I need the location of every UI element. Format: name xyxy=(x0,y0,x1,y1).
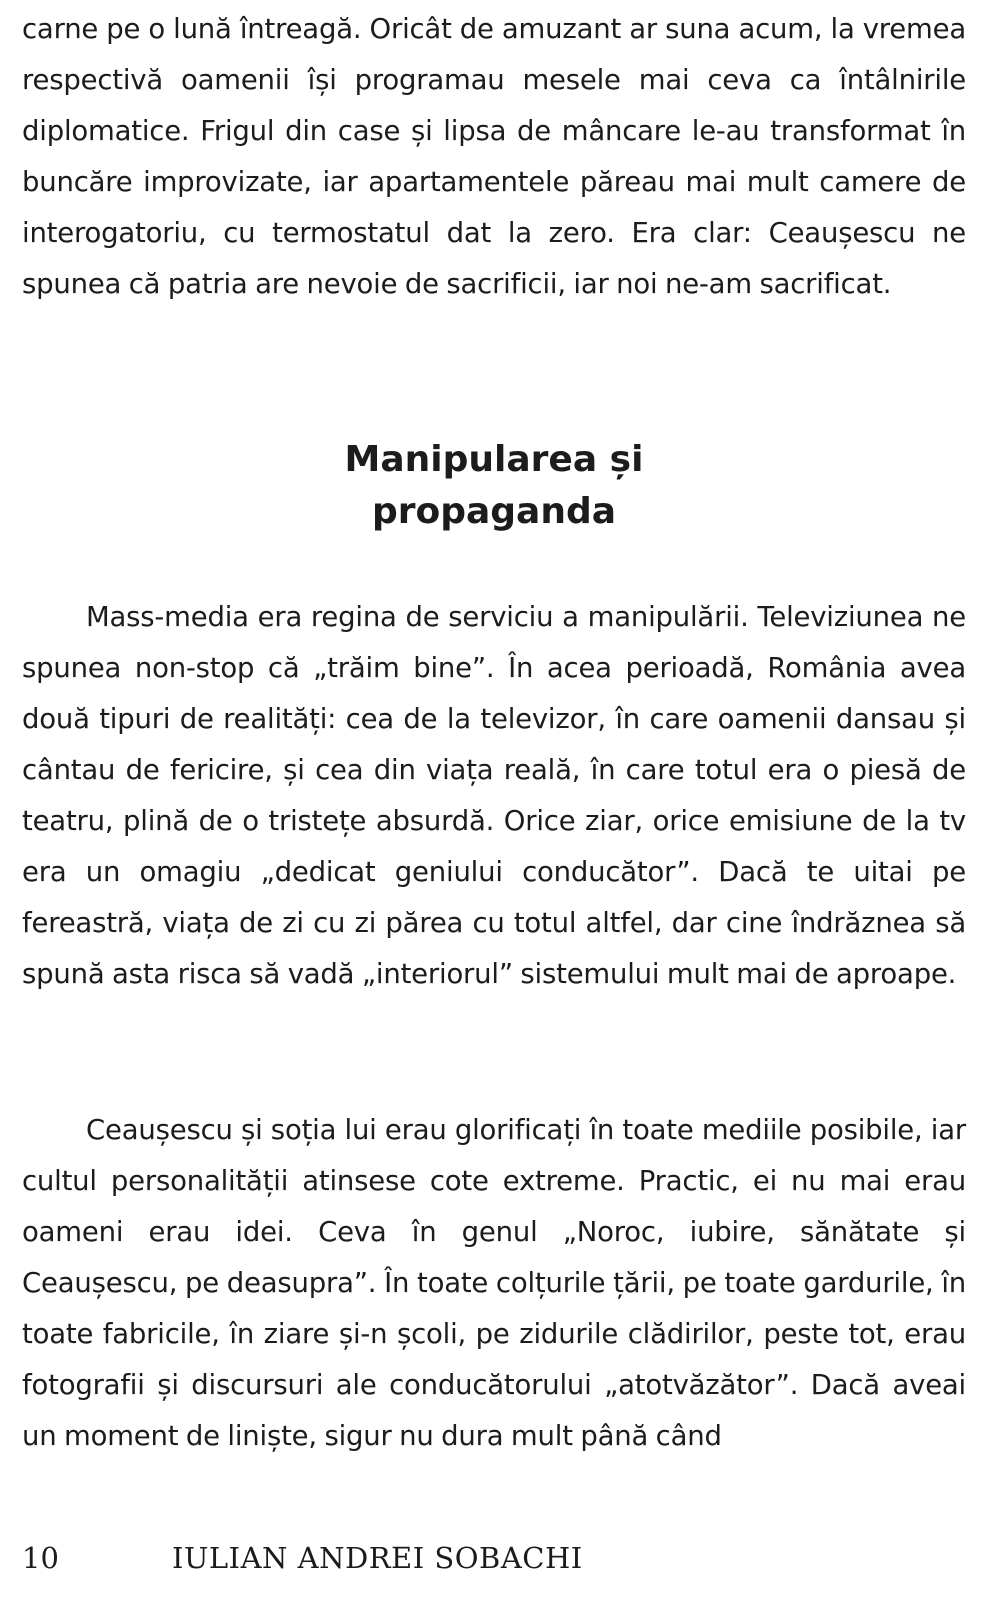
paragraph-mass-media: Mass-media era regina de serviciu a manipulării. Televiziunea ne spunea non-stop că „trăim bine”. În acea perioadă, România avea două tipuri de realități: cea de la televizor, în care oamenii dansau și cântau de fericire, și cea din viața reală, în care totul era o piesă de teatru, plină de o tristețe absurdă. Orice ziar, orice emisiune de la tv era un omagiu „dedicat geniului conducător”. Dacă te uitai pe fereastră, viața de zi cu zi părea cu totul altfel, dar cine îndrăznea să spună asta risca să vadă „interiorul” sistemului mult mai de aproape. xyxy=(22,601,966,990)
page-number: 10 xyxy=(22,1541,59,1575)
paragraph-personality-cult: Ceaușescu și soția lui erau glorificați în toate mediile posibile, iar cultul personalității atinsese cote extreme. Practic, ei nu mai erau oameni erau idei. Ceva în genul „Noroc, iubire, sănătate și Ceaușescu, pe deasupra”. În toate colțurile țării, pe toate gardurile, în toate fabricile, în ziare și-n școli, pe zidurile clădirilor, peste tot, erau fotografii și discursuri ale conducătorului „atotvăzător”. Dacă aveai un moment de liniște, sigur nu dura mult până când xyxy=(22,1114,966,1452)
page-footer xyxy=(22,1538,922,1578)
section-heading-line-1: Manipularea și xyxy=(344,439,644,480)
paragraph-continued: carne pe o lună întreagă. Oricât de amuzant ar suna acum, la vremea respectivă oamenii își programau mesele mai ceva ca întâlnirile diplomatice. Frigul din case și lipsa de mâncare le-au transformat în buncăre improvizate, iar apartamentele păreau mai mult camere de interogatoriu, cu termostatul dat la zero. Era clar: Ceaușescu ne spunea că patria are nevoie de sacrificii, iar noi ne-am sacrificat. xyxy=(22,13,966,300)
section-heading xyxy=(22,434,966,538)
section-heading-line-2: propaganda xyxy=(371,491,617,532)
running-footer-author: IULIAN ANDREI SOBACHI xyxy=(172,1541,583,1575)
